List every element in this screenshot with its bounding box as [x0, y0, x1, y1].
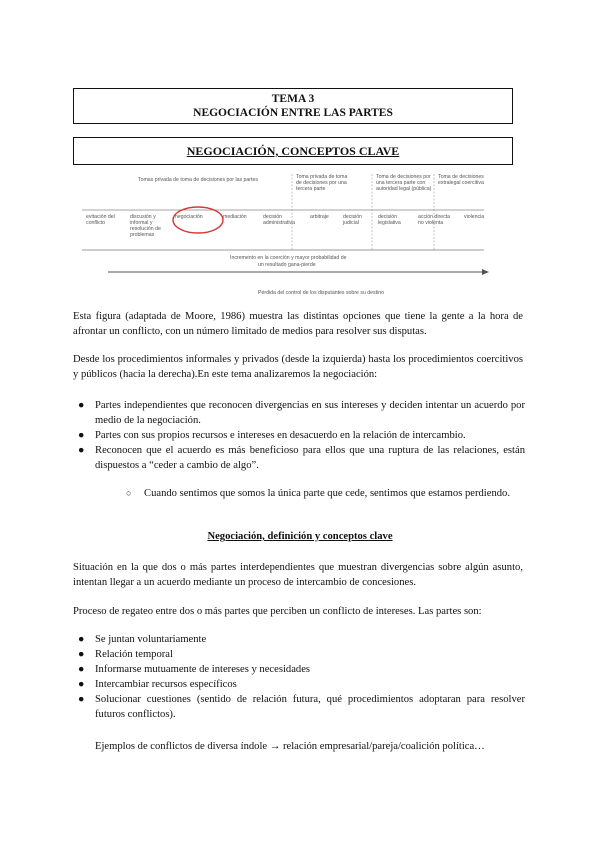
list-item: ● Partes independientes que reconocen divergencias en sus intereses y deciden intentar un acuerdo por medio de la negociación.: [78, 400, 525, 426]
party-characteristics-list: [73, 398, 525, 473]
method-label: mediación: [223, 214, 247, 220]
method-label: acción directa no violenta: [418, 214, 451, 226]
method-label: arbitraje: [310, 214, 329, 220]
method-label: violencia: [464, 214, 485, 220]
bullet-icon: ●: [78, 649, 85, 660]
circle-bullet-icon: ○: [126, 488, 132, 498]
conflict-continuum-figure: [78, 168, 498, 304]
list-item: ● Intercambiar recursos específicos: [78, 679, 237, 690]
figure-svg: [78, 168, 498, 304]
figure-caption: Pérdida del control de los disputantes sobre su destino: [258, 290, 385, 296]
bullet-icon: ●: [78, 679, 85, 690]
method-label: discusión y informal y resolución de problemas: [130, 214, 161, 238]
list-item: ● Se juntan voluntariamente: [78, 634, 207, 645]
list-item: ● Solucionar cuestiones (sentido de relación futura, qué procedimientos adoptaran para resolver futuros conflictos).: [78, 694, 525, 720]
title-line-1: TEMA 3: [271, 93, 315, 105]
methods-group: [86, 214, 484, 238]
method-label: negociación: [175, 214, 203, 220]
bullet-icon: ●: [78, 634, 85, 645]
method-label: decisión legislativa: [378, 214, 401, 226]
list-item: ● Informarse mutuamente de intereses y necesidades: [78, 664, 311, 675]
sub-list-item: ○ Cuando sentimos que somos la única parte que cede, sentimos que estamos perdiendo.: [126, 488, 510, 499]
group-label-4: Toma de decisiones extralegal coercitiva: [438, 174, 484, 186]
subtitle: NEGOCIACIÓN, CONCEPTOS CLAVE: [186, 144, 400, 158]
parties-list: [73, 632, 525, 722]
group-label-1: Tomas privada de toma de decisiones por las partes: [138, 177, 258, 183]
method-label: evitación del conflicto: [86, 214, 115, 226]
bullet-icon: ●: [78, 664, 85, 675]
coercion-arrow-head: [482, 269, 489, 275]
bullet-icon: ●: [78, 694, 85, 705]
intro-paragraph-2: Desde los procedimientos informales y privados (desde la izquierda) hasta los procedimientos coercitivos y públicos (hacia la derecha).En este tema analizaremos la negociación:: [73, 354, 523, 380]
intro-paragraph-1: Esta figura (adaptada de Moore, 1986) muestra las distintas opciones que tiene la gente a la hora de afrontar un conflicto, con un número limitado de medios para resolver sus disputas.: [73, 311, 523, 337]
bargaining-paragraph: Proceso de regateo entre dos o más partes que perciben un conflicto de intereses. Las partes son:: [73, 606, 482, 617]
title-line-2: NEGOCIACIÓN ENTRE LAS PARTES: [193, 107, 393, 119]
definition-paragraph: Situación en la que dos o más partes interdependientes que muestran divergencias sobre algún asunto, intentan llegar a un acuerdo mediante un proceso de intercambio de concesiones.: [73, 562, 523, 588]
method-label: decisión administrativa: [263, 214, 296, 226]
arrow-label-line-1: Incremento en la coerción y mayor probabilidad de: [230, 255, 347, 261]
list-item: ● Partes con sus propios recursos e intereses en desacuerdo en la relación de intercambio.: [78, 430, 466, 441]
examples-paragraph: Ejemplos de conflictos de diversa índole → relación empresarial/pareja/coalición política…: [95, 741, 485, 752]
arrow-label-line-2: un resultado gana-pierde: [258, 262, 316, 268]
group-label-2: Toma privada de toma de decisiones por una tercera parte: [296, 174, 348, 192]
negotiation-highlight-circle: [173, 207, 223, 233]
bullet-icon: ●: [78, 430, 85, 441]
section-heading: Negociación, definición y conceptos clave: [207, 531, 393, 542]
list-item: ● Relación temporal: [78, 649, 173, 660]
method-label: decisión judicial: [343, 214, 363, 226]
subtitle-box: [73, 137, 513, 165]
list-item: ● Reconocen que el acuerdo es más beneficioso para ellos que una ruptura de las relaciones, están dispuestos a “ceder a cambio de algo”.: [78, 445, 525, 471]
bullet-icon: ●: [78, 445, 85, 456]
group-label-3: Toma de decisiones por una tercera parte con autoridad legal (pública): [376, 174, 432, 192]
bullet-icon: ●: [78, 400, 85, 411]
title-box: [73, 88, 513, 124]
